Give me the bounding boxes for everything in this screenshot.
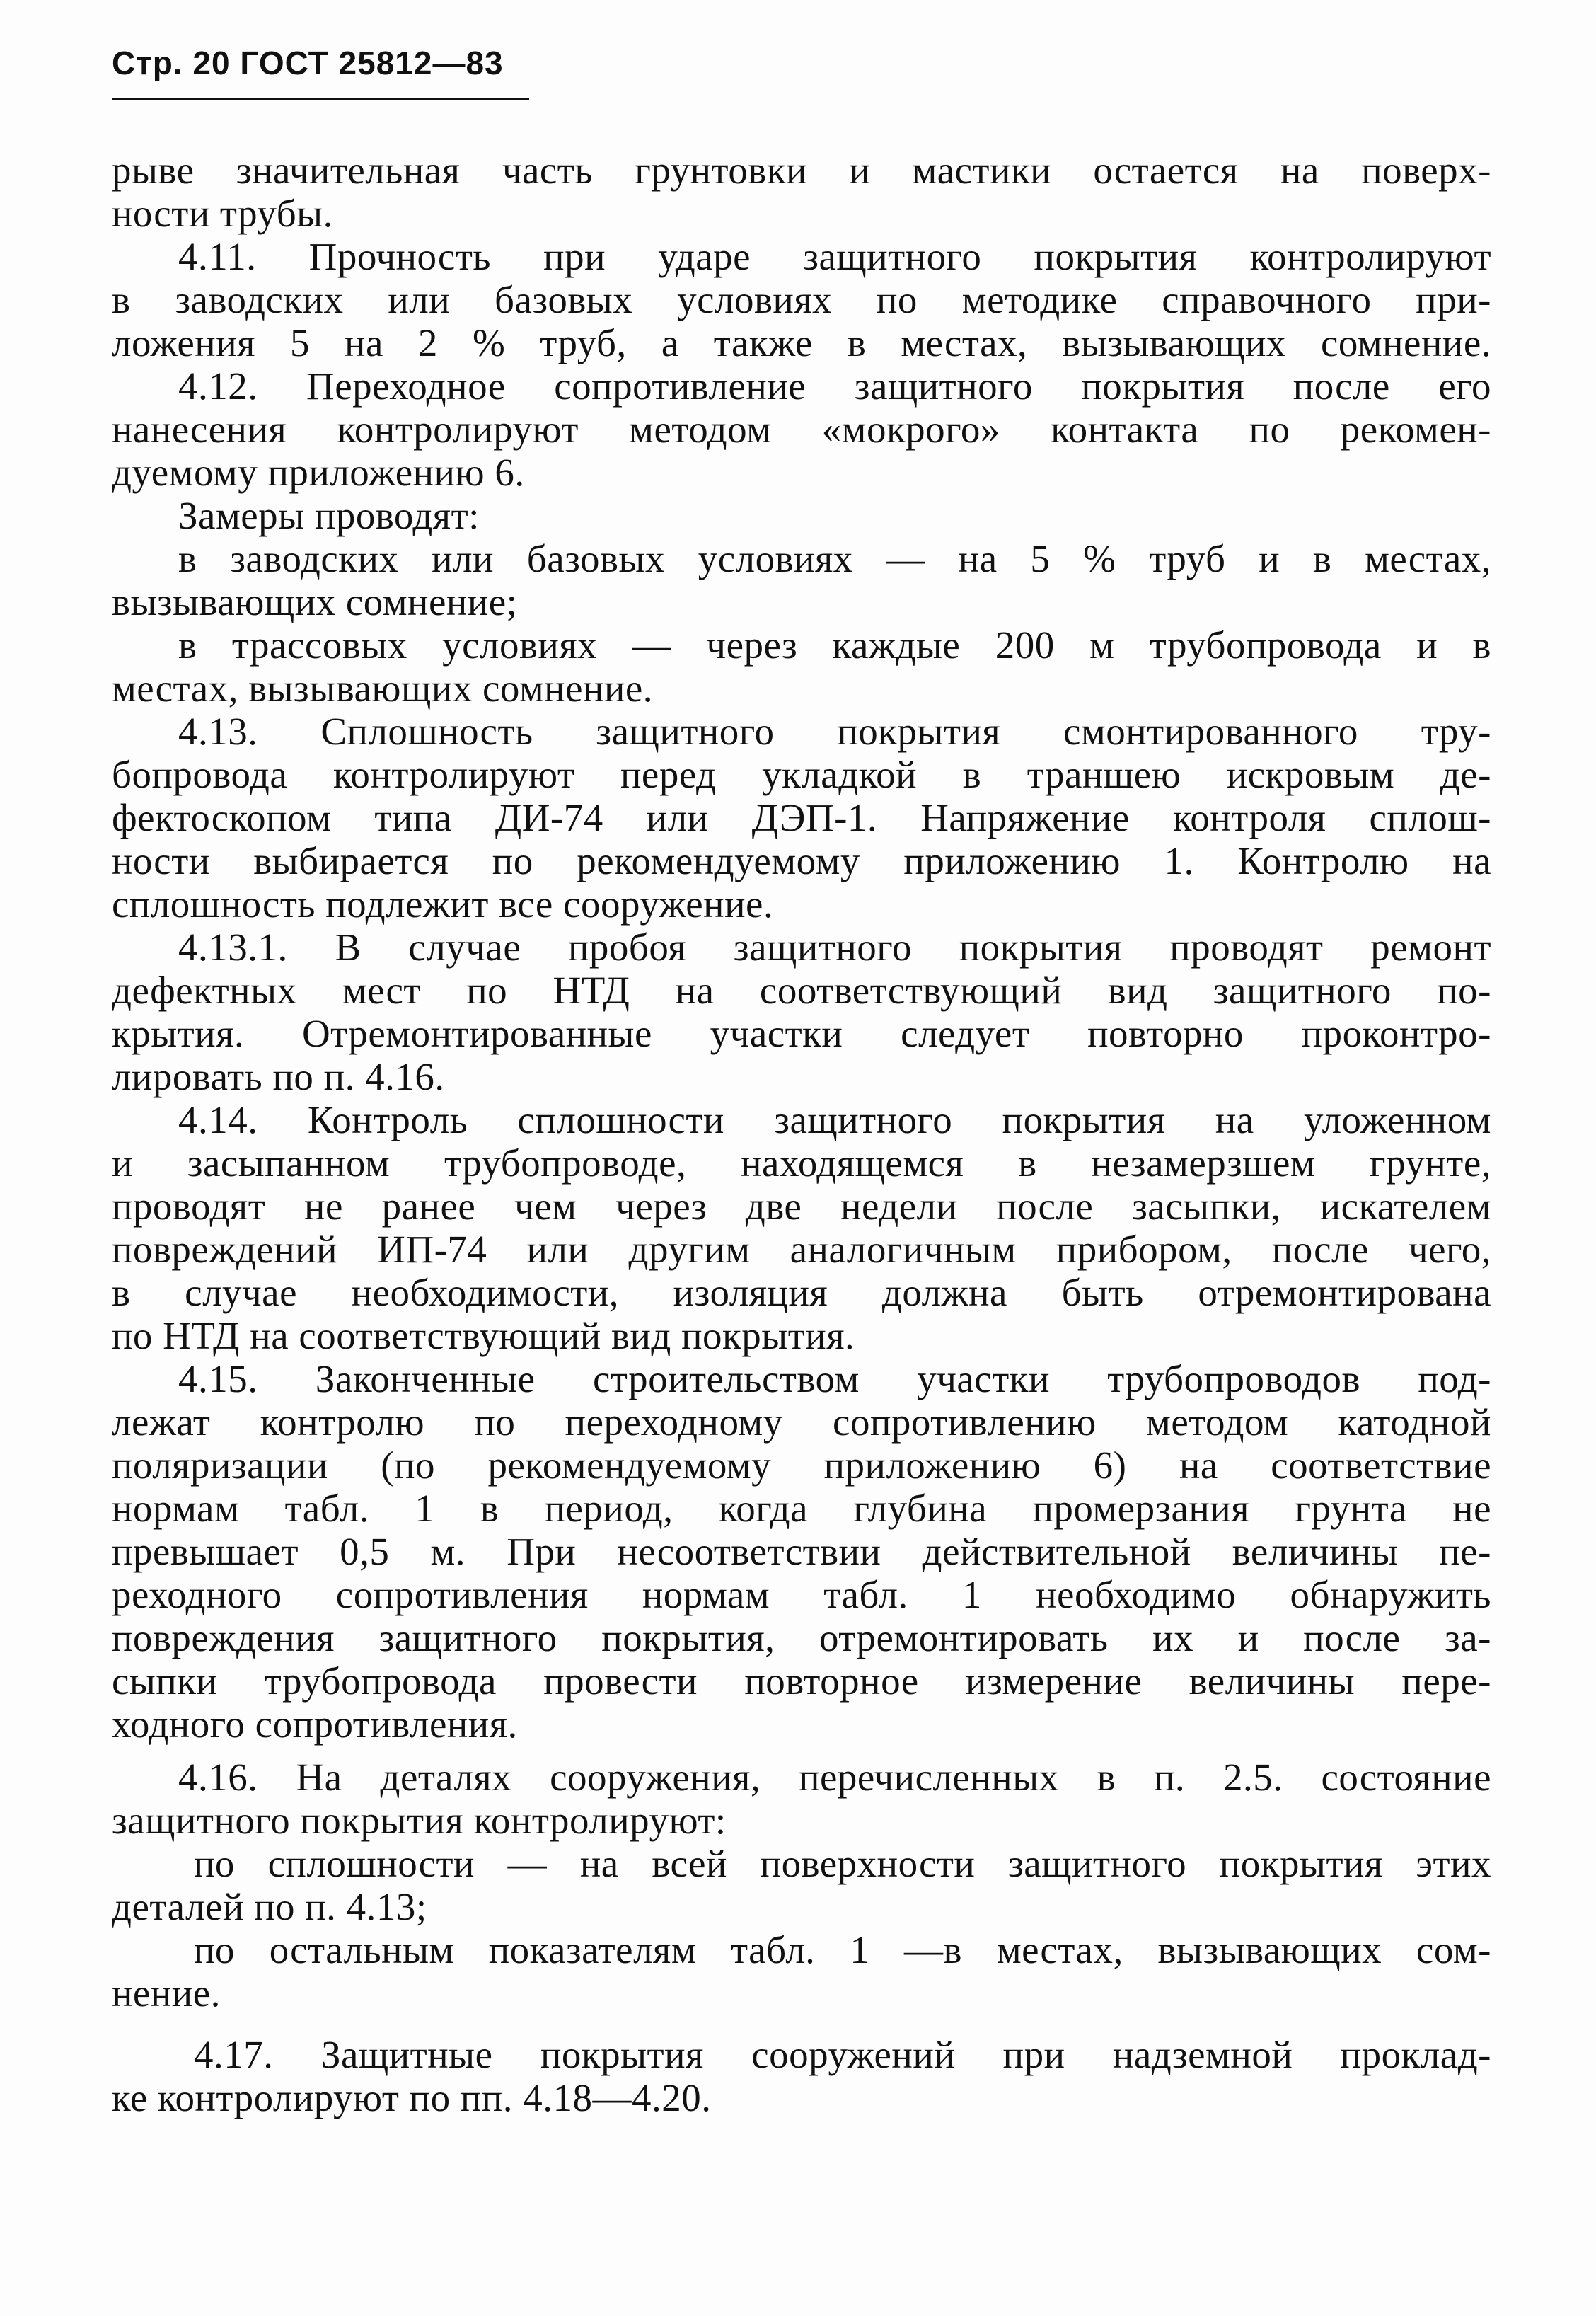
text-line: дефектных мест по НТД на соответствующий вид защитного по- xyxy=(112,969,1491,1012)
text-line: и засыпанном трубопроводе, находящемся в незамерзшем грунте, xyxy=(112,1141,1491,1185)
header-rule xyxy=(112,98,529,100)
page-header: Стр. 20 ГОСТ 25812—83 xyxy=(112,45,504,81)
text-line: по сплошности — на всей поверхности защитного покрытия этих xyxy=(194,1842,1491,1885)
text-line: сыпки трубопровода провести повторное измерение величины пере- xyxy=(112,1659,1491,1703)
text-line: 4.17. Защитные покрытия сооружений при надземной проклад- xyxy=(194,2033,1491,2076)
text-line: по НТД на соответствующий вид покрытия. xyxy=(112,1314,855,1357)
text-line: ности трубы. xyxy=(112,192,333,235)
text-line: 4.11. Прочность при ударе защитного покрытия контролируют xyxy=(178,235,1491,278)
text-line: 4.13. Сплошность защитного покрытия смонтированного тру- xyxy=(178,710,1491,753)
text-line: по остальным показателям табл. 1 —в местах, вызывающих сом- xyxy=(194,1928,1491,1971)
text-line: лировать по п. 4.16. xyxy=(112,1055,445,1098)
text-line: в заводских или базовых условиях — на 5 % труб и в местах, xyxy=(178,537,1491,580)
text-line: нормам табл. 1 в период, когда глубина промерзания грунта не xyxy=(112,1487,1491,1530)
text-line: фектоскопом типа ДИ-74 или ДЭП-1. Напряжение контроля сплош- xyxy=(112,796,1491,839)
text-line: дуемому приложению 6. xyxy=(112,451,525,494)
text-line: Замеры проводят: xyxy=(178,494,480,537)
text-line: 4.12. Переходное сопротивление защитного покрытия после его xyxy=(178,364,1491,408)
text-line: сплошность подлежит все сооружение. xyxy=(112,882,774,926)
text-line: 4.14. Контроль сплошности защитного покрытия на уложенном xyxy=(178,1098,1491,1141)
text-line: 4.16. На деталях сооружения, перечисленных в п. 2.5. состояние xyxy=(178,1756,1491,1799)
text-line: крытия. Отремонтированные участки следует повторно проконтро- xyxy=(112,1012,1491,1055)
paragraph-gap xyxy=(112,1746,1491,1756)
text-line: 4.15. Законченные строительством участки трубопроводов под- xyxy=(178,1357,1491,1400)
text-line: поляризации (по рекомендуемому приложению 6) на соответствие xyxy=(112,1444,1491,1487)
text-line: реходного сопротивления нормам табл. 1 необходимо обнаружить xyxy=(112,1573,1491,1616)
text-line: ке контролируют по пп. 4.18—4.20. xyxy=(112,2076,712,2119)
text-line: в заводских или базовых условиях по методике справочного при- xyxy=(112,278,1491,321)
text-line: повреждений ИП-74 или другим аналогичным прибором, после чего, xyxy=(112,1228,1491,1271)
text-line: нение. xyxy=(112,1971,221,2015)
text-line: деталей по п. 4.13; xyxy=(112,1885,427,1928)
text-line: рыве значительная часть грунтовки и мастики остается на поверх- xyxy=(112,149,1491,192)
body-text xyxy=(112,149,1491,2119)
text-line: вызывающих сомнение; xyxy=(112,580,518,623)
text-line: защитного покрытия контролируют: xyxy=(112,1799,727,1842)
text-line: в трассовых условиях — через каждые 200 м трубопровода и в xyxy=(178,623,1491,667)
text-line: превышает 0,5 м. При несоответствии действительной величины пе- xyxy=(112,1530,1491,1573)
text-line: 4.13.1. В случае пробоя защитного покрытия проводят ремонт xyxy=(178,926,1491,969)
text-line: ходного сопротивления. xyxy=(112,1703,518,1746)
text-line: повреждения защитного покрытия, отремонтировать их и после за- xyxy=(112,1616,1491,1659)
text-line: местах, вызывающих сомнение. xyxy=(112,667,654,710)
text-line: ложения 5 на 2 % труб, а также в местах, вызывающих сомнение. xyxy=(112,321,1491,364)
text-line: в случае необходимости, изоляция должна быть отремонтирована xyxy=(112,1271,1491,1314)
text-line: бопровода контролируют перед укладкой в траншею искровым де- xyxy=(112,753,1491,796)
text-line: нанесения контролируют методом «мокрого» контакта по рекомен- xyxy=(112,408,1491,451)
text-line: ности выбирается по рекомендуемому приложению 1. Контролю на xyxy=(112,839,1491,882)
text-line: лежат контролю по переходному сопротивлению методом катодной xyxy=(112,1400,1491,1444)
paragraph-gap xyxy=(112,2015,1491,2033)
text-line: проводят не ранее чем через две недели после засыпки, искателем xyxy=(112,1185,1491,1228)
